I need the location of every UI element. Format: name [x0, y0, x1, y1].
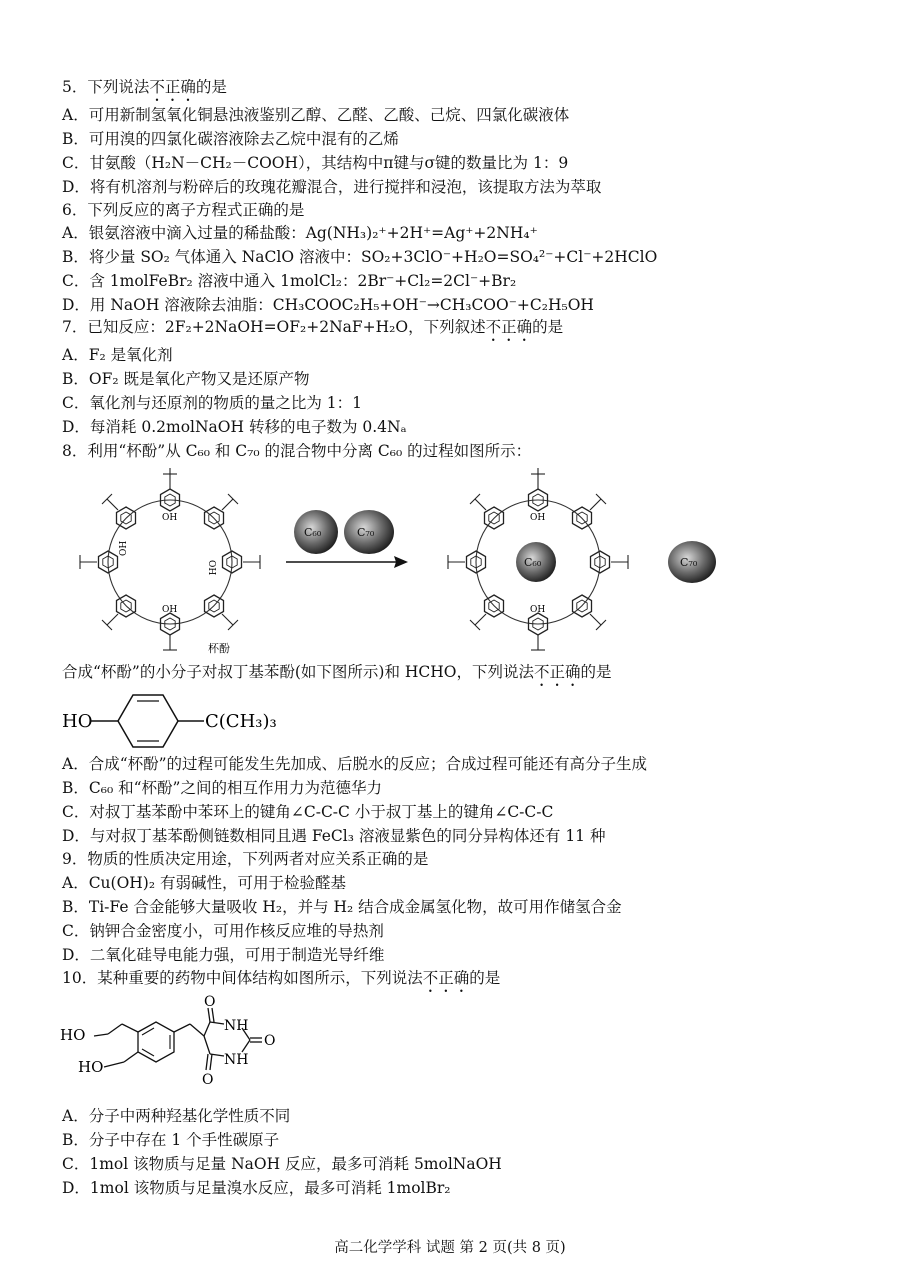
q9-option-d: D．二氧化硅导电能力强，可用于制造光导纤维 — [62, 946, 385, 964]
carbonyl-o-label: O — [202, 1072, 214, 1088]
c70-ball-separated — [668, 541, 716, 583]
svg-text:C₆₀: C₆₀ — [524, 556, 542, 569]
svg-text:C(CH₃)₃: C(CH₃)₃ — [205, 711, 277, 732]
q8-sub-stem: 合成“杯酚”的小分子对叔丁基苯酚(如下图所示)和 HCHO，下列说法不正确的是 — [62, 663, 612, 681]
c60-ball-encapsulated — [516, 542, 556, 582]
q8-option-c: C．对叔丁基苯酚中苯环上的键角∠C-C-C 小于叔丁基上的键角∠C-C-C — [62, 803, 554, 821]
tert-butylphenol-structure — [58, 688, 298, 754]
page-footer: 高二化学学科 试题 第 2 页(共 8 页) — [334, 1240, 566, 1256]
q5-stem: 5．下列说法不正确的是 — [62, 78, 227, 96]
svg-text:C₇₀: C₇₀ — [680, 556, 698, 569]
ho-label: HO — [60, 1026, 86, 1044]
q6-option-b: B．将少量 SO₂ 气体通入 NaClO 溶液中：SO₂+3ClO⁻+H₂O=SO₄²⁻+Cl⁻+2HClO — [62, 248, 658, 266]
q7-option-c: C．氧化剂与还原剂的物质的量之比为 1：1 — [62, 394, 363, 412]
q7-option-b: B．OF₂ 既是氧化产物又是还原产物 — [62, 370, 310, 388]
calixarene-label: 杯酚 — [208, 642, 230, 655]
q9-stem: 9．物质的性质决定用途，下列两者对应关系正确的是 — [62, 850, 429, 868]
oh-label: OH — [530, 513, 546, 523]
q8-option-a: A．合成“杯酚”的过程可能发生先加成、后脱水的反应；合成过程可能还有高分子生成 — [62, 755, 648, 773]
q5-option-b: B．可用溴的四氯化碳溶液除去乙烷中混有的乙烯 — [62, 130, 399, 148]
q10-option-c: C．1mol 该物质与足量 NaOH 反应，最多可消耗 5molNaOH — [62, 1155, 502, 1173]
q6-stem: 6．下列反应的离子方程式正确的是 — [62, 201, 305, 219]
oh-label: OH — [162, 513, 178, 523]
q8-option-d: D．与对叔丁基苯酚侧链数相同且遇 FeCl₃ 溶液显紫色的同分异构体还有 11 种 — [62, 827, 606, 845]
q8-stem: 8．利用“杯酚”从 C₆₀ 和 C₇₀ 的混合物中分离 C₆₀ 的过程如图所示： — [62, 442, 532, 460]
ho-label: HO — [78, 1058, 104, 1076]
carbonyl-o-label: O — [264, 1033, 276, 1049]
q9-option-c: C．钠钾合金密度小，可用作核反应堆的导热剂 — [62, 922, 384, 940]
c70-ball — [344, 510, 394, 554]
q6-option-a: A．银氨溶液中滴入过量的稀盐酸：Ag(NH₃)₂⁺+2H⁺=Ag⁺+2NH₄⁺ — [62, 224, 538, 242]
svg-text:C₇₀: C₇₀ — [357, 526, 375, 539]
q8-option-b: B．C₆₀ 和“杯酚”之间的相互作用力为范德华力 — [62, 779, 382, 797]
drug-intermediate-structure — [58, 994, 298, 1098]
q9-option-a: A．Cu(OH)₂ 有弱碱性，可用于检验醛基 — [62, 874, 346, 892]
q10-stem: 10．某种重要的药物中间体结构如图所示，下列说法不正确的是 — [62, 969, 501, 987]
q9-option-b: B．Ti-Fe 合金能够大量吸收 H₂，并与 H₂ 结合成金属氢化物，故可用作储氢合金 — [62, 898, 622, 916]
reaction-arrow — [286, 556, 408, 568]
oh-label: OH — [119, 540, 129, 556]
carbonyl-o-label: O — [204, 994, 216, 1010]
q10-option-a: A．分子中两种羟基化学性质不同 — [62, 1107, 291, 1125]
q5-option-c: C．甘氨酸（H₂N－CH₂－COOH），其结构中π键与σ键的数量比为 1：9 — [62, 154, 569, 172]
svg-text:C₆₀: C₆₀ — [304, 526, 322, 539]
oh-label: OH — [162, 605, 178, 615]
calixarene-separation-figure — [50, 462, 780, 658]
q7-stem: 7．已知反应：2F₂+2NaOH=OF₂+2NaF+H₂O，下列叙述不正确的是 — [62, 318, 564, 336]
q6-option-c: C．含 1molFeBr₂ 溶液中通入 1molCl₂：2Br⁻+Cl₂=2Cl⁻+Br₂ — [62, 272, 517, 290]
q10-option-d: D．1mol 该物质与足量溴水反应，最多可消耗 1molBr₂ — [62, 1179, 451, 1197]
q7-option-d: D．每消耗 0.2molNaOH 转移的电子数为 0.4Nₐ — [62, 418, 407, 436]
svg-text:HO: HO — [62, 711, 93, 732]
q10-option-b: B．分子中存在 1 个手性碳原子 — [62, 1131, 280, 1149]
q5-option-d: D．将有机溶剂与粉碎后的玫瑰花瓣混合，进行搅拌和浸泡，该提取方法为萃取 — [62, 178, 602, 196]
nh-label: NH — [224, 1052, 249, 1068]
q6-option-d: D．用 NaOH 溶液除去油脂：CH₃COOC₂H₅+OH⁻→CH₃COO⁻+C₂H₅OH — [62, 296, 594, 314]
oh-label: OH — [206, 560, 216, 576]
q5-option-a: A．可用新制氢氧化铜悬浊液鉴别乙醇、乙醛、乙酸、己烷、四氯化碳液体 — [62, 106, 570, 124]
q7-option-a: A．F₂ 是氧化剂 — [62, 346, 173, 364]
oh-label: OH — [530, 605, 546, 615]
nh-label: NH — [224, 1018, 249, 1034]
c60-ball — [294, 510, 338, 554]
